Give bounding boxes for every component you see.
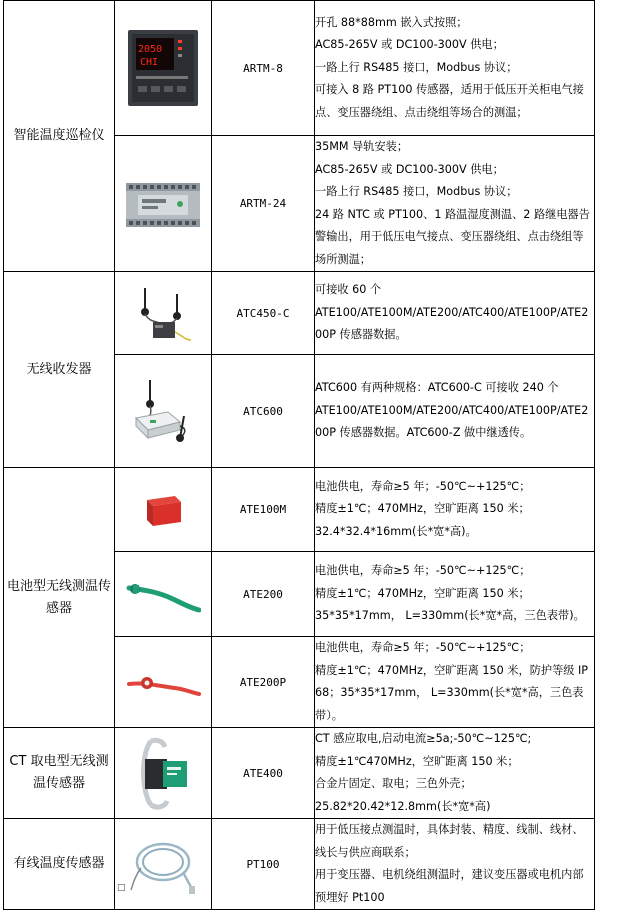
image-cell — [115, 552, 212, 637]
meter-display-channel: CHI — [140, 57, 159, 68]
description-line: 35*35*17mm， L=330mm(长*宽*高，三色表带)。 — [315, 609, 585, 623]
description-line: 25.82*20.42*12.8mm(长*宽*高) — [315, 799, 491, 813]
category-label: 无线收发器 — [26, 361, 92, 377]
model-cell — [212, 637, 315, 728]
image-cell — [115, 728, 212, 819]
paragraph-end-mark: □ — [117, 883, 126, 893]
description-cell — [315, 552, 595, 637]
description-line: 用于低压接点测温时，具体封装、精度、线制、线材、线长与供应商联系； — [315, 823, 584, 859]
description-line: 电池供电，寿命≥5 年；-50℃~+125℃； — [315, 564, 531, 578]
description-line: ATE100/ATE100M/ATE200/ATC400/ATE100P/ATE200P 传感器数据。ATC600-Z 做中继透传。 — [315, 403, 589, 440]
description-cell — [315, 819, 595, 910]
description-line: 24 路 NTC 或 PT100、1 路温湿度测温、2 路继电器告警输出，用于低压电气接点、变压器绕组、点击绕组等场所测温； — [315, 207, 590, 266]
pt100-probe-image — [127, 832, 199, 896]
description-line: 可接收 60 个 — [315, 283, 382, 297]
category-cell — [4, 468, 115, 728]
category-label: CT 取电型无线测温传感器 — [9, 754, 109, 791]
description-line: 一路上行 RS485 接口，Modbus 协议； — [315, 185, 518, 198]
category-label: 电池型无线测温传感器 — [6, 578, 111, 616]
red-block-sensor-image — [141, 490, 185, 530]
description-line: ATC600 有两种规格：ATC600-C 可接收 240 个 — [315, 381, 559, 395]
model-label: ATE100M — [239, 503, 287, 516]
description-line: CT 感应取电,启动电流≥5a;-50℃~125℃; — [315, 732, 532, 745]
red-strap-sensor-image — [125, 662, 201, 702]
table-row — [4, 819, 595, 910]
description-cell — [315, 136, 595, 272]
table-row — [4, 728, 595, 819]
description-line: ATE100/ATE100M/ATE200/ATC400/ATE100P/ATE200P 传感器数据。 — [315, 305, 589, 342]
description-cell — [315, 637, 595, 728]
description-line: 一路上行 RS485 接口，Modbus 协议； — [315, 60, 518, 74]
description-line: 开孔 88*88mm 嵌入式按照； — [315, 15, 468, 29]
description-cell — [315, 355, 595, 468]
description-line: 32.4*32.4*16mm(长*宽*高)。 — [315, 524, 477, 538]
meter-display-digits: 2050 — [138, 44, 163, 55]
model-cell — [212, 552, 315, 637]
description-line: 精度±1℃；470MHz，空旷距离 150 米； — [315, 502, 530, 516]
model-cell — [212, 1, 315, 136]
description-line: AC85-265V 或 DC100-300V 供电； — [315, 162, 504, 176]
description-cell — [315, 468, 595, 552]
model-cell — [212, 728, 315, 819]
category-cell — [4, 272, 115, 468]
model-label: ATC600 — [243, 404, 283, 418]
description-line: 精度±1℃；470MHz，空旷距离 150 米，防护等级 IP68；35*35*17mm， L=330mm(长*宽*高，三色表带）。 — [315, 663, 589, 722]
description-line: 用于变压器、电机绕组测温时，建议变压器或电机内部预埋好 Pt100 — [315, 868, 584, 904]
model-label: PT100 — [246, 857, 280, 871]
image-cell — [115, 819, 212, 910]
spec-table — [3, 0, 595, 910]
description-line: 35MM 导轨安装； — [315, 140, 409, 153]
description-cell — [315, 272, 595, 355]
description-line: 电池供电，寿命≥5 年；-50℃~+125℃； — [315, 641, 531, 654]
model-cell — [212, 136, 315, 272]
model-cell — [212, 355, 315, 468]
image-cell — [115, 355, 212, 468]
din-rail-module-image — [124, 173, 202, 235]
model-cell — [212, 468, 315, 552]
category-cell — [4, 819, 115, 910]
image-cell — [115, 1, 212, 136]
description-line: AC85-265V 或 DC100-300V 供电； — [315, 38, 504, 52]
ct-clamp-sensor-image — [133, 733, 193, 813]
model-label: ATE400 — [243, 766, 283, 780]
description-line: 可接入 8 路 PT100 传感器，适用于低压开关柜电气接点、变压器绕组、点击绕组等场合的测温； — [315, 83, 584, 119]
description-line: 电池供电，寿命≥5 年；-50℃~+125℃； — [315, 479, 531, 493]
panel-meter-image — [126, 28, 200, 108]
model-label: ATC450-C — [236, 306, 290, 320]
description-line: 精度±1℃470MHz，空旷距离 150 米； — [315, 754, 519, 768]
model-cell — [212, 272, 315, 355]
table-row — [4, 468, 595, 552]
description-cell — [315, 1, 595, 136]
image-cell — [115, 468, 212, 552]
wireless-receiver-box-image — [128, 376, 198, 446]
image-cell — [115, 136, 212, 272]
wireless-transceiver-image — [131, 280, 195, 346]
category-label: 有线温度传感器 — [13, 856, 105, 871]
model-label: ATE200 — [243, 587, 283, 601]
description-line: 精度±1℃；470MHz，空旷距离 150 米； — [315, 586, 530, 600]
model-label: ARTM-8 — [243, 61, 283, 75]
description-cell — [315, 728, 595, 819]
model-label: ATE200P — [239, 675, 287, 689]
image-cell — [115, 637, 212, 728]
green-strap-sensor-image — [125, 574, 201, 614]
image-cell — [115, 272, 212, 355]
category-label: 智能温度巡检仪 — [13, 128, 105, 143]
description-line: 合金片固定、取电；三色外壳； — [315, 777, 472, 790]
category-cell — [4, 1, 115, 272]
table-row — [4, 1, 595, 136]
category-cell — [4, 728, 115, 819]
model-cell — [212, 819, 315, 910]
model-label: ARTM-24 — [239, 197, 287, 210]
table-row — [4, 272, 595, 355]
